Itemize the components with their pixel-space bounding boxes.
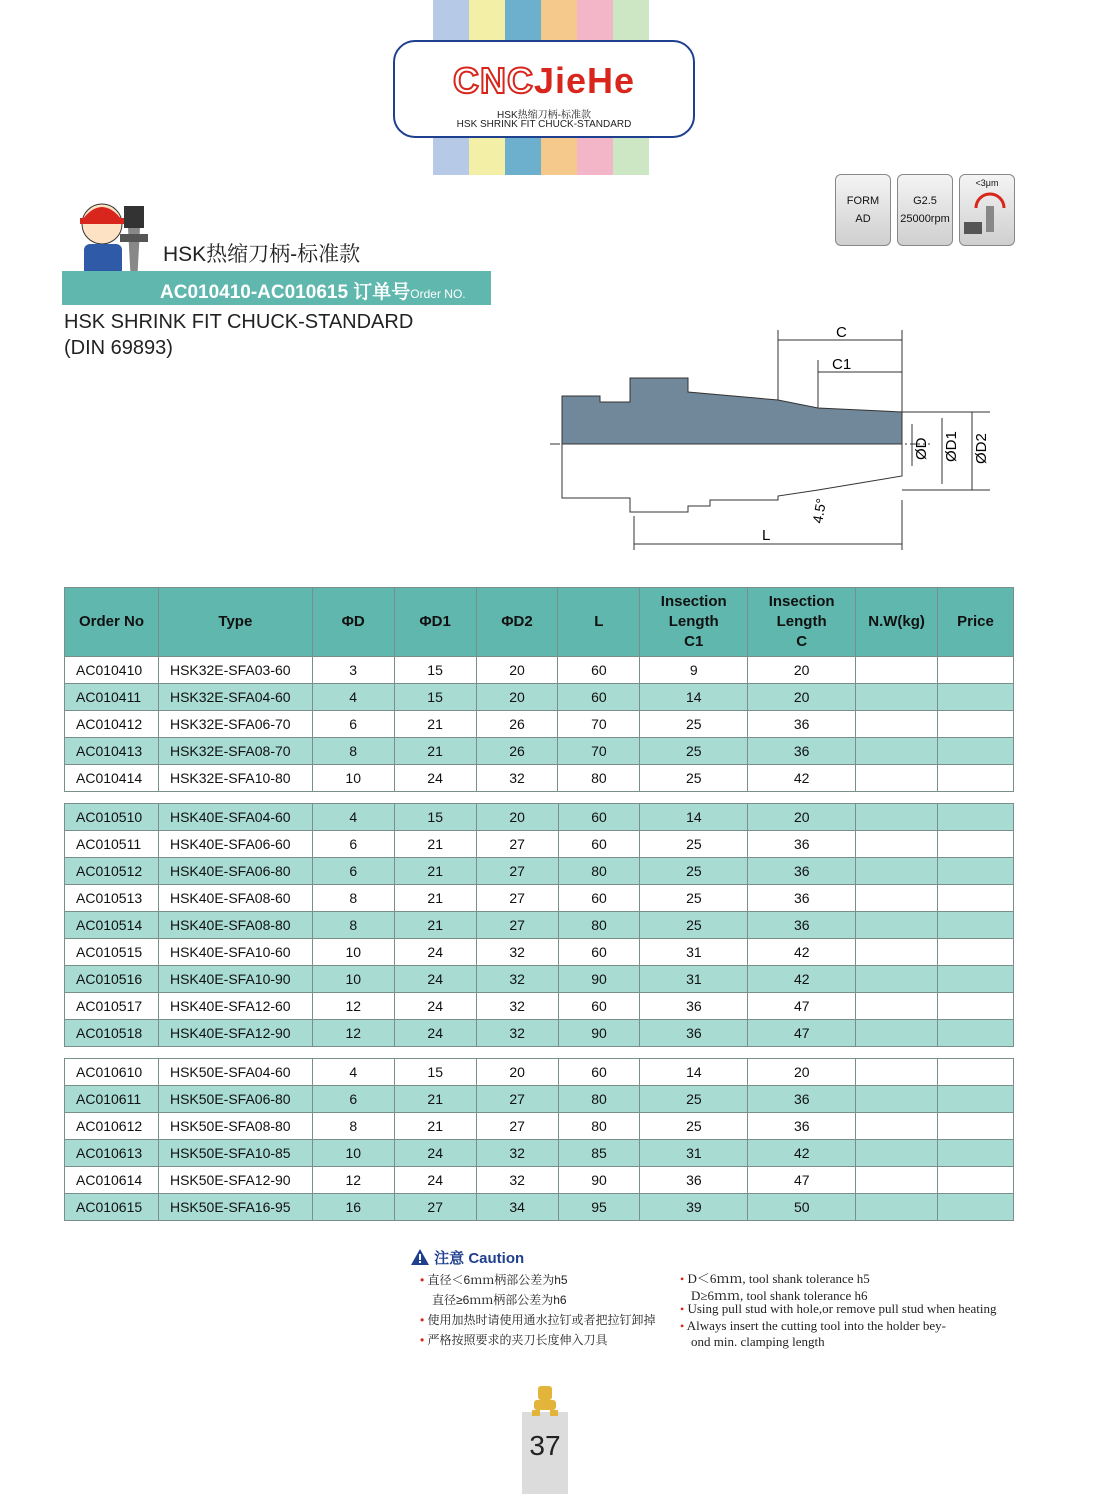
page-number: 37 xyxy=(529,1430,561,1461)
table-cell xyxy=(938,1020,1014,1047)
spec-table xyxy=(64,587,1014,792)
caution-cn-1: • 直径＜6ｍｍ柄部公差为h5 xyxy=(420,1273,568,1287)
brand-wordmark: CNCJieHe xyxy=(452,60,636,101)
table-header-cell: Price xyxy=(938,588,1014,657)
table-row xyxy=(65,1113,1014,1140)
table-cell xyxy=(938,1086,1014,1113)
table-row xyxy=(65,885,1014,912)
table-row xyxy=(65,738,1014,765)
caution-en-4: • Always insert the cutting tool into the holder bey- xyxy=(680,1318,946,1333)
table-cell: 32 xyxy=(476,1140,558,1167)
table-cell: 60 xyxy=(558,993,640,1020)
table-cell: HSK32E-SFA10-80 xyxy=(158,765,312,792)
table-cell: 60 xyxy=(558,657,640,684)
table-cell xyxy=(856,993,938,1020)
table-cell: 25 xyxy=(640,912,748,939)
table-row xyxy=(65,1086,1014,1113)
table-cell: HSK50E-SFA08-80 xyxy=(158,1113,312,1140)
table-cell: HSK32E-SFA04-60 xyxy=(158,684,312,711)
table-cell xyxy=(938,939,1014,966)
table-cell xyxy=(856,657,938,684)
table-cell: 31 xyxy=(640,1140,748,1167)
table-cell: 80 xyxy=(558,1086,640,1113)
table-cell: 14 xyxy=(640,1059,748,1086)
table-row xyxy=(65,858,1014,885)
table-cell xyxy=(938,993,1014,1020)
table-row xyxy=(65,804,1014,831)
table-cell: HSK40E-SFA10-90 xyxy=(158,966,312,993)
table-cell xyxy=(856,912,938,939)
mascot-small-icon xyxy=(528,1384,562,1420)
badge-runout: <3μm xyxy=(959,174,1015,246)
table-row xyxy=(65,1059,1014,1086)
table-cell xyxy=(938,1140,1014,1167)
table-cell: AC010610 xyxy=(65,1059,159,1086)
table-cell: 32 xyxy=(476,993,558,1020)
table-cell: 80 xyxy=(558,858,640,885)
table-cell: 6 xyxy=(312,1086,394,1113)
table-cell: 10 xyxy=(312,966,394,993)
badge-balance: G2.5 25000rpm xyxy=(897,174,953,246)
table-cell: HSK40E-SFA08-80 xyxy=(158,912,312,939)
table-cell: 6 xyxy=(312,711,394,738)
table-cell: HSK40E-SFA04-60 xyxy=(158,804,312,831)
table-cell xyxy=(938,711,1014,738)
table-cell xyxy=(856,939,938,966)
table-cell: 10 xyxy=(312,1140,394,1167)
table-cell xyxy=(938,1194,1014,1221)
table-header-cell: N.W(kg) xyxy=(856,588,938,657)
table-cell: 20 xyxy=(476,804,558,831)
table-cell: 16 xyxy=(312,1194,394,1221)
table-cell xyxy=(856,711,938,738)
table-cell: 47 xyxy=(748,1020,856,1047)
table-cell xyxy=(938,738,1014,765)
table-cell: 60 xyxy=(558,939,640,966)
table-cell xyxy=(938,804,1014,831)
table-cell: 25 xyxy=(640,858,748,885)
table-cell: 20 xyxy=(748,657,856,684)
table-cell: 8 xyxy=(312,738,394,765)
table-cell: HSK40E-SFA08-60 xyxy=(158,885,312,912)
table-cell xyxy=(938,831,1014,858)
table-header-cell: Order No xyxy=(65,588,159,657)
table-cell: 80 xyxy=(558,765,640,792)
table-cell: 27 xyxy=(476,1113,558,1140)
table-cell xyxy=(856,1167,938,1194)
table-cell: AC010410 xyxy=(65,657,159,684)
table-cell: HSK32E-SFA08-70 xyxy=(158,738,312,765)
table-cell: 27 xyxy=(476,831,558,858)
table-cell: 3 xyxy=(312,657,394,684)
table-cell: 36 xyxy=(748,711,856,738)
table-cell: 32 xyxy=(476,1167,558,1194)
table-cell: 21 xyxy=(394,738,476,765)
table-cell: 4 xyxy=(312,804,394,831)
technical-drawing xyxy=(550,320,1000,560)
dim-label-l: L xyxy=(762,527,771,544)
order-number-range: AC010410-AC010615 订单号Order NO. xyxy=(160,282,466,303)
caution-en-2: D≥6ｍｍ, tool shank tolerance h6 xyxy=(691,1288,868,1303)
caution-cn-2: 直径≥6ｍｍ柄部公差为h6 xyxy=(432,1293,567,1307)
table-header-cell: ΦD1 xyxy=(394,588,476,657)
table-cell: 36 xyxy=(748,858,856,885)
table-cell: 39 xyxy=(640,1194,748,1221)
table-cell: 24 xyxy=(394,1167,476,1194)
table-cell: 31 xyxy=(640,939,748,966)
table-cell: 32 xyxy=(476,966,558,993)
table-cell: 20 xyxy=(748,1059,856,1086)
table-row xyxy=(65,1140,1014,1167)
table-cell: AC010512 xyxy=(65,858,159,885)
table-cell: 24 xyxy=(394,993,476,1020)
table-cell: AC010614 xyxy=(65,1167,159,1194)
table-cell: 70 xyxy=(558,738,640,765)
table-cell xyxy=(856,858,938,885)
table-cell: 20 xyxy=(476,657,558,684)
table-cell: 90 xyxy=(558,1020,640,1047)
table-cell: 12 xyxy=(312,1020,394,1047)
table-cell: 42 xyxy=(748,1140,856,1167)
table-row xyxy=(65,912,1014,939)
table-cell: 20 xyxy=(476,684,558,711)
table-cell: HSK40E-SFA06-60 xyxy=(158,831,312,858)
table-cell: 20 xyxy=(476,1059,558,1086)
table-cell: HSK50E-SFA04-60 xyxy=(158,1059,312,1086)
table-cell: HSK32E-SFA06-70 xyxy=(158,711,312,738)
table-cell xyxy=(856,1086,938,1113)
table-cell: 25 xyxy=(640,1086,748,1113)
table-cell xyxy=(856,684,938,711)
table-cell: 8 xyxy=(312,912,394,939)
table-cell: AC010513 xyxy=(65,885,159,912)
table-cell: 27 xyxy=(394,1194,476,1221)
table-cell: AC010514 xyxy=(65,912,159,939)
table-cell: 32 xyxy=(476,939,558,966)
table-header-cell: ΦD xyxy=(312,588,394,657)
table-cell: 27 xyxy=(476,1086,558,1113)
table-cell: HSK40E-SFA12-90 xyxy=(158,1020,312,1047)
table-header-cell: Insection Length C1 xyxy=(640,588,748,657)
caution-title: 注意 Caution xyxy=(410,1247,524,1268)
table-cell: 25 xyxy=(640,831,748,858)
table-cell: 36 xyxy=(748,885,856,912)
product-title-cn: HSK热缩刀柄-标准款 xyxy=(163,243,361,266)
table-cell: 60 xyxy=(558,885,640,912)
table-cell: 12 xyxy=(312,1167,394,1194)
table-cell: 47 xyxy=(748,993,856,1020)
table-cell xyxy=(856,1140,938,1167)
caution-en-1: • D＜6ｍｍ, tool shank tolerance h5 xyxy=(680,1271,870,1286)
table-cell: AC010414 xyxy=(65,765,159,792)
table-cell: HSK50E-SFA16-95 xyxy=(158,1194,312,1221)
table-cell: 14 xyxy=(640,684,748,711)
table-cell: HSK40E-SFA06-80 xyxy=(158,858,312,885)
table-row xyxy=(65,711,1014,738)
table-cell xyxy=(856,1194,938,1221)
table-cell: AC010518 xyxy=(65,1020,159,1047)
table-cell: HSK32E-SFA03-60 xyxy=(158,657,312,684)
logo-subtitle-cn: HSK热缩刀柄-标准款 xyxy=(497,110,591,121)
table-cell: 36 xyxy=(748,831,856,858)
table-cell: 10 xyxy=(312,939,394,966)
table-cell: 9 xyxy=(640,657,748,684)
table-cell: 21 xyxy=(394,912,476,939)
table-cell: 21 xyxy=(394,1113,476,1140)
table-cell xyxy=(938,765,1014,792)
table-header-cell: Insection Length C xyxy=(748,588,856,657)
table-cell: 27 xyxy=(476,858,558,885)
table-cell: AC010412 xyxy=(65,711,159,738)
table-cell: 32 xyxy=(476,1020,558,1047)
table-cell: 15 xyxy=(394,804,476,831)
caution-en-3: • Using pull stud with hole,or remove pull stud when heating xyxy=(680,1301,997,1316)
table-cell: 85 xyxy=(558,1140,640,1167)
table-cell: 42 xyxy=(748,966,856,993)
table-cell: 60 xyxy=(558,1059,640,1086)
dim-label-angle: 4.5° xyxy=(809,497,830,525)
dim-label-d1: ØD1 xyxy=(943,431,960,462)
table-cell: 8 xyxy=(312,885,394,912)
table-cell: 80 xyxy=(558,912,640,939)
table-cell xyxy=(938,1167,1014,1194)
table-header-cell: ΦD2 xyxy=(476,588,558,657)
table-row xyxy=(65,657,1014,684)
table-cell xyxy=(938,858,1014,885)
logo-subtitle-en: HSK SHRINK FIT CHUCK-STANDARD xyxy=(456,119,632,130)
table-row xyxy=(65,684,1014,711)
table-cell: 70 xyxy=(558,711,640,738)
table-cell: 24 xyxy=(394,765,476,792)
table-cell: AC010511 xyxy=(65,831,159,858)
table-row xyxy=(65,1020,1014,1047)
table-cell: 21 xyxy=(394,831,476,858)
runout-icon xyxy=(960,188,1014,238)
table-cell: AC010411 xyxy=(65,684,159,711)
table-row xyxy=(65,966,1014,993)
table-cell: HSK40E-SFA12-60 xyxy=(158,993,312,1020)
table-cell: 10 xyxy=(312,765,394,792)
table-cell: 6 xyxy=(312,831,394,858)
table-cell xyxy=(938,657,1014,684)
table-cell: 20 xyxy=(748,804,856,831)
table-cell: 90 xyxy=(558,1167,640,1194)
table-cell: 8 xyxy=(312,1113,394,1140)
brand-logo xyxy=(393,40,695,138)
table-row xyxy=(65,939,1014,966)
table-header-cell: L xyxy=(558,588,640,657)
table-cell: 90 xyxy=(558,966,640,993)
caution-en-5: ond min. clamping length xyxy=(691,1334,825,1349)
table-cell xyxy=(938,912,1014,939)
caution-cn-3: • 使用加热时请使用通水拉钉或者把拉钉卸掉 xyxy=(420,1313,656,1327)
table-cell: 24 xyxy=(394,966,476,993)
product-title-en: HSK SHRINK FIT CHUCK-STANDARD (DIN 69893) xyxy=(64,311,414,359)
table-cell: 12 xyxy=(312,993,394,1020)
table-cell: 25 xyxy=(640,1113,748,1140)
table-cell: 36 xyxy=(640,1167,748,1194)
dim-label-d2: ØD2 xyxy=(973,433,990,464)
table-row xyxy=(65,1167,1014,1194)
table-cell: 25 xyxy=(640,765,748,792)
table-cell: 20 xyxy=(748,684,856,711)
table-cell: 36 xyxy=(748,738,856,765)
table-cell: 6 xyxy=(312,858,394,885)
dim-label-c1: C1 xyxy=(832,356,852,373)
table-cell: AC010613 xyxy=(65,1140,159,1167)
table-cell: 24 xyxy=(394,1020,476,1047)
table-header-cell: Type xyxy=(158,588,312,657)
table-cell: 24 xyxy=(394,1140,476,1167)
table-cell: AC010515 xyxy=(65,939,159,966)
table-cell: 24 xyxy=(394,939,476,966)
table-cell xyxy=(938,1113,1014,1140)
table-cell: 50 xyxy=(748,1194,856,1221)
table-cell: 15 xyxy=(394,684,476,711)
table-cell: 60 xyxy=(558,684,640,711)
table-cell: 27 xyxy=(476,912,558,939)
spec-table-group-2 xyxy=(64,803,1014,1047)
table-cell: 36 xyxy=(640,1020,748,1047)
table-cell: 21 xyxy=(394,885,476,912)
dim-label-c: C xyxy=(836,324,847,341)
table-cell: 26 xyxy=(476,738,558,765)
table-cell: 47 xyxy=(748,1167,856,1194)
table-cell: 36 xyxy=(748,1113,856,1140)
spec-table-group-3 xyxy=(64,1058,1014,1221)
table-cell: AC010516 xyxy=(65,966,159,993)
table-cell: 4 xyxy=(312,684,394,711)
table-cell: 21 xyxy=(394,858,476,885)
table-cell xyxy=(856,1059,938,1086)
table-cell: 25 xyxy=(640,711,748,738)
table-cell: 26 xyxy=(476,711,558,738)
table-cell xyxy=(856,765,938,792)
table-cell: 21 xyxy=(394,1086,476,1113)
table-cell: AC010413 xyxy=(65,738,159,765)
table-cell: 25 xyxy=(640,885,748,912)
table-cell: 60 xyxy=(558,831,640,858)
dim-label-d: ØD xyxy=(913,437,930,460)
table-cell: 32 xyxy=(476,765,558,792)
badge-form: FORM AD xyxy=(835,174,891,246)
table-cell: 60 xyxy=(558,804,640,831)
table-cell: 80 xyxy=(558,1113,640,1140)
table-cell: 42 xyxy=(748,939,856,966)
table-cell: 36 xyxy=(748,912,856,939)
table-cell: 27 xyxy=(476,885,558,912)
table-cell xyxy=(938,1059,1014,1086)
table-cell: 4 xyxy=(312,1059,394,1086)
table-cell: 36 xyxy=(640,993,748,1020)
table-cell: 31 xyxy=(640,966,748,993)
table-cell: 14 xyxy=(640,804,748,831)
table-cell: AC010611 xyxy=(65,1086,159,1113)
table-cell: HSK50E-SFA06-80 xyxy=(158,1086,312,1113)
table-row xyxy=(65,831,1014,858)
table-cell: AC010612 xyxy=(65,1113,159,1140)
table-cell xyxy=(856,804,938,831)
table-cell xyxy=(938,684,1014,711)
table-cell: 15 xyxy=(394,1059,476,1086)
table-cell xyxy=(856,885,938,912)
table-cell xyxy=(856,1020,938,1047)
table-cell: HSK50E-SFA10-85 xyxy=(158,1140,312,1167)
table-cell xyxy=(856,1113,938,1140)
table-cell: HSK40E-SFA10-60 xyxy=(158,939,312,966)
table-cell: AC010615 xyxy=(65,1194,159,1221)
table-cell xyxy=(938,885,1014,912)
table-row xyxy=(65,1194,1014,1221)
table-cell: 34 xyxy=(476,1194,558,1221)
table-cell: 42 xyxy=(748,765,856,792)
warning-icon xyxy=(410,1248,430,1266)
table-cell: AC010510 xyxy=(65,804,159,831)
table-cell: 36 xyxy=(748,1086,856,1113)
caution-cn-4: • 严格按照要求的夹刀长度伸入刀具 xyxy=(420,1333,608,1347)
table-cell: 15 xyxy=(394,657,476,684)
table-cell xyxy=(856,738,938,765)
table-cell xyxy=(938,966,1014,993)
table-cell: 95 xyxy=(558,1194,640,1221)
table-cell xyxy=(856,831,938,858)
table-row xyxy=(65,765,1014,792)
table-row xyxy=(65,993,1014,1020)
table-cell xyxy=(856,966,938,993)
table-cell: AC010517 xyxy=(65,993,159,1020)
table-cell: HSK50E-SFA12-90 xyxy=(158,1167,312,1194)
table-cell: 25 xyxy=(640,738,748,765)
table-cell: 21 xyxy=(394,711,476,738)
